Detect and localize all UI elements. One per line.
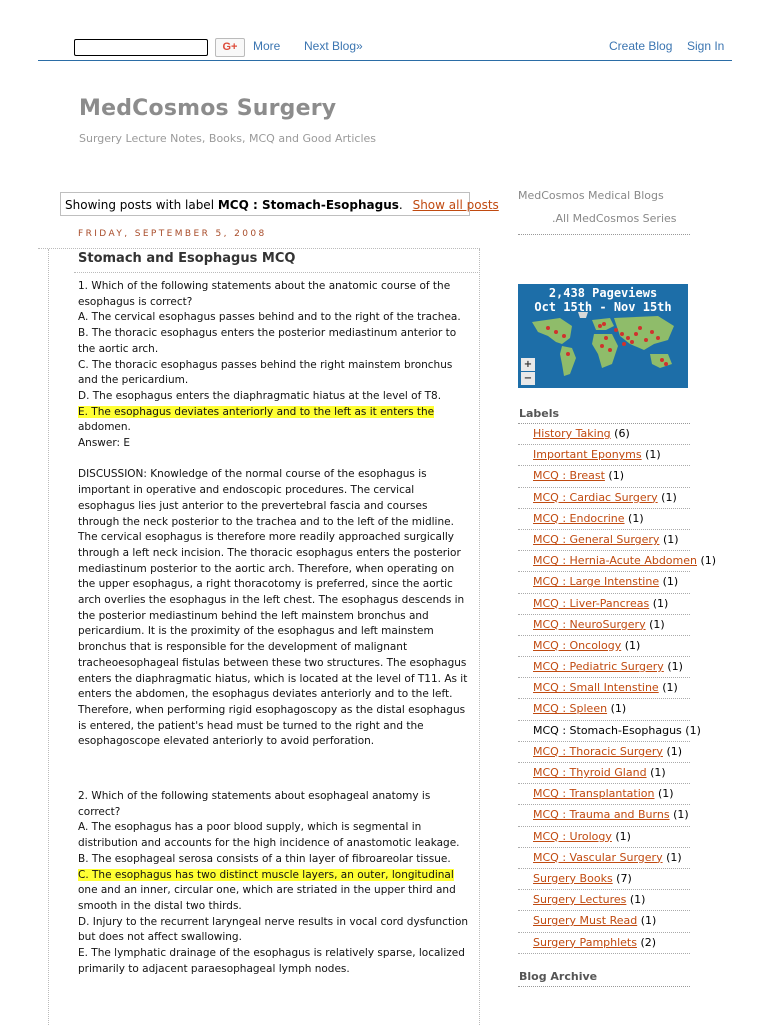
medcosmos-blogs-heading: MedCosmos Medical Blogs bbox=[518, 189, 664, 202]
label-link[interactable]: MCQ : Trauma and Burns bbox=[533, 808, 670, 822]
label-count: (1) bbox=[624, 638, 641, 652]
label-count: (1) bbox=[608, 469, 625, 483]
label-item[interactable] bbox=[518, 827, 690, 848]
all-series-link[interactable]: .All MedCosmos Series bbox=[552, 212, 677, 225]
label-link[interactable]: MCQ : Small Intenstine bbox=[533, 681, 659, 695]
label-link[interactable]: MCQ : Large Intenstine bbox=[533, 575, 660, 589]
label-item[interactable] bbox=[518, 424, 690, 445]
q1-option-c: C. The thoracic esophagus passes behind the right mainstem bronchus and the pericardium. bbox=[78, 358, 453, 387]
label-item[interactable] bbox=[518, 551, 717, 572]
label-link[interactable]: MCQ : Thoracic Surgery bbox=[533, 744, 663, 758]
label-count: (1) bbox=[629, 893, 646, 907]
label-item[interactable] bbox=[518, 933, 690, 954]
label-link[interactable]: MCQ : Cardiac Surgery bbox=[533, 490, 658, 504]
label-count: (1) bbox=[661, 490, 677, 504]
label-link[interactable]: MCQ : General Surgery bbox=[533, 532, 660, 546]
status-prefix: Showing posts with label bbox=[65, 198, 215, 212]
sign-in-link[interactable]: Sign In bbox=[687, 39, 725, 53]
q2-option-c-rest: one and an inner, circular one, which are striated in the upper third and smooth in the distal two thirds. bbox=[78, 884, 456, 912]
label-item bbox=[518, 721, 701, 742]
label-count: (1) bbox=[673, 808, 689, 822]
question-2 bbox=[78, 789, 470, 977]
blog-archive-heading: Blog Archive bbox=[519, 970, 598, 983]
post-title-divider bbox=[74, 272, 480, 273]
label-count: (1) bbox=[666, 744, 683, 758]
label-item[interactable] bbox=[518, 848, 690, 869]
pageviews-map-widget[interactable] bbox=[518, 284, 688, 388]
label-item[interactable] bbox=[518, 636, 690, 657]
label-link[interactable]: MCQ : Thyroid Gland bbox=[533, 766, 647, 779]
label-item[interactable] bbox=[518, 594, 690, 615]
label-count: (1) bbox=[662, 681, 678, 695]
label-count: (1) bbox=[662, 575, 679, 589]
label-link[interactable]: Surgery Lectures bbox=[533, 893, 627, 907]
q1-option-e-highlight: E. The esophagus deviates anteriorly and to the left as it enters the bbox=[78, 405, 435, 418]
label-status-message bbox=[60, 192, 499, 216]
label-link[interactable]: MCQ : Spleen bbox=[533, 702, 608, 716]
label-link[interactable]: MCQ : Pediatric Surgery bbox=[533, 660, 664, 674]
navbar-divider bbox=[38, 60, 732, 61]
label-link[interactable]: MCQ : Transplantation bbox=[533, 787, 655, 801]
status-label: MCQ : Stomach-Esophagus bbox=[217, 198, 399, 212]
next-blog-link[interactable]: Next Blog» bbox=[304, 39, 363, 53]
label-item[interactable] bbox=[518, 869, 690, 890]
label-item[interactable] bbox=[518, 678, 690, 699]
google-plus-button[interactable]: G+ bbox=[215, 38, 245, 57]
label-item[interactable] bbox=[518, 763, 690, 784]
label-count: (1) bbox=[640, 914, 657, 928]
more-link[interactable]: More bbox=[253, 39, 281, 53]
label-link[interactable]: MCQ : Endocrine bbox=[533, 511, 625, 525]
label-count: (1) bbox=[650, 766, 666, 779]
q1-option-e-rest: abdomen. bbox=[78, 421, 131, 434]
label-item[interactable] bbox=[518, 530, 690, 551]
q2-option-a: A. The esophagus has a poor blood supply, which is segmental in distribution and accounts for the high incidence of anastomotic leakage. bbox=[78, 821, 460, 850]
label-count: (1) bbox=[666, 850, 682, 864]
label-link[interactable]: MCQ : Breast bbox=[533, 469, 605, 483]
labels-list bbox=[518, 424, 717, 954]
question-1 bbox=[78, 279, 470, 750]
label-count: (1) bbox=[700, 554, 717, 568]
q1-option-a: A. The cervical esophagus passes behind and to the right of the trachea. bbox=[78, 311, 461, 324]
zoom-in-button[interactable]: + bbox=[521, 358, 535, 371]
label-link[interactable]: MCQ : Liver-Pancreas bbox=[533, 596, 650, 610]
label-link[interactable]: Important Eponyms bbox=[533, 448, 642, 462]
label-count: (1) bbox=[685, 723, 701, 737]
label-item[interactable] bbox=[518, 615, 690, 636]
label-item[interactable] bbox=[518, 509, 690, 530]
label-link[interactable]: Surgery Must Read bbox=[533, 914, 638, 928]
blog-title[interactable]: MedCosmos Surgery bbox=[79, 96, 337, 121]
post-title[interactable]: Stomach and Esophagus MCQ bbox=[78, 251, 296, 266]
label-count: (6) bbox=[614, 427, 630, 440]
show-all-posts-link[interactable]: Show all posts bbox=[412, 198, 499, 212]
label-link[interactable]: Surgery Books bbox=[533, 871, 613, 885]
labels-heading: Labels bbox=[519, 407, 560, 420]
create-blog-link[interactable]: Create Blog bbox=[609, 39, 673, 53]
blog-archive-divider bbox=[518, 986, 690, 987]
q2-option-c-highlight: C. The esophagus has two distinct muscle layers, an outer, longitudinal bbox=[78, 868, 454, 881]
q2-option-b: B. The esophageal serosa consists of a thin layer of fibroareolar tissue. bbox=[78, 852, 451, 865]
label-item[interactable] bbox=[518, 466, 690, 487]
label-item[interactable] bbox=[518, 805, 690, 826]
label-link[interactable]: MCQ : Urology bbox=[533, 829, 612, 843]
label-item[interactable] bbox=[518, 890, 690, 911]
label-item[interactable] bbox=[518, 445, 690, 466]
label-count: (1) bbox=[615, 829, 631, 843]
label-item[interactable] bbox=[518, 742, 690, 763]
label-item[interactable] bbox=[518, 699, 690, 720]
label-count: (1) bbox=[662, 532, 679, 546]
label-item[interactable] bbox=[518, 784, 690, 805]
q2-question: 2. Which of the following statements about esophageal anatomy is correct? bbox=[78, 790, 431, 818]
label-link[interactable]: MCQ : Vascular Surgery bbox=[533, 850, 663, 864]
pageviews-caption bbox=[518, 286, 688, 314]
label-count: (7) bbox=[616, 871, 632, 885]
q1-discussion: DISCUSSION: Knowledge of the normal course of the esophagus is important in operative and endoscopic procedures. The cervical esophagus lies just anterior to the prevertebral fascia and courses through the neck posterior to the trachea and to the left of the midline. The cervical esophagus is therefore more readily approached surgically through a left neck incision. The thoracic esophagus enters the posterior mediastinum posterior to the aortic arch. Therefore, when operating on the upper esophagus, a right thoracotomy is preferred, since the aortic arch overlies the esophagus in the left chest. The esophagus descends in the posterior mediastinum behind the left mainstem bronchus and pericardium. It is the proximity of the esophagus and left mainstem bronchus that is responsible for the development of malignant tracheoesophageal fistulas between these two structures. The esophagus enters the diaphragmatic hiatus, which is located at the level of T11. As it enters the abdomen, the esophagus deviates anteriorly and to the left. Therefore, when performing rigid esophagoscopy as the distal esophagus is entered, the patient's head must be turned to the right and the esophagoscope elevated anteriorly to avoid perforation. bbox=[78, 468, 468, 748]
q1-answer: Answer: E bbox=[78, 437, 130, 450]
label-link[interactable]: MCQ : Oncology bbox=[533, 638, 622, 652]
q1-question: 1. Which of the following statements about the anatomic course of the esophagus is correct? bbox=[78, 280, 451, 308]
q2-option-d: D. Injury to the recurrent laryngeal nerve results in vocal cord dysfunction but does not affect swallowing. bbox=[78, 915, 469, 944]
q1-option-d: D. The esophagus enters the diaphragmatic hiatus at the level of T8. bbox=[78, 389, 442, 402]
label-item[interactable] bbox=[518, 911, 690, 932]
blog-search-input[interactable] bbox=[74, 39, 208, 56]
zoom-out-button[interactable]: − bbox=[521, 372, 535, 385]
label-item[interactable] bbox=[518, 657, 690, 678]
status-suffix: . bbox=[398, 198, 403, 212]
q2-option-e: E. The lymphatic drainage of the esophagus is relatively sparse, localized primarily to adjacent paraesophageal lymph nodes. bbox=[78, 947, 465, 975]
label-count: (1) bbox=[610, 702, 627, 716]
pageviews-count: 2,438 Pageviews bbox=[548, 286, 658, 300]
blog-description: Surgery Lecture Notes, Books, MCQ and Good Articles bbox=[79, 132, 377, 145]
sidebar-divider bbox=[518, 234, 690, 235]
label-link[interactable]: History Taking bbox=[533, 427, 611, 440]
label-link: MCQ : Stomach-Esophagus bbox=[533, 723, 682, 737]
label-link[interactable]: Surgery Pamphlets bbox=[533, 935, 637, 949]
label-count: (1) bbox=[645, 448, 661, 462]
label-count: (1) bbox=[649, 617, 665, 631]
label-count: (1) bbox=[657, 787, 674, 801]
navbar bbox=[0, 0, 768, 62]
label-link[interactable]: MCQ : NeuroSurgery bbox=[533, 617, 646, 631]
label-count: (1) bbox=[628, 511, 644, 525]
label-count: (2) bbox=[640, 935, 657, 949]
label-count: (1) bbox=[652, 596, 669, 610]
label-item[interactable] bbox=[518, 572, 690, 593]
label-count: (1) bbox=[667, 660, 683, 674]
label-item[interactable] bbox=[518, 488, 690, 509]
label-link[interactable]: MCQ : Hernia-Acute Abdomen bbox=[533, 554, 697, 568]
post-date: FRIDAY, SEPTEMBER 5, 2008 bbox=[78, 229, 267, 239]
q1-option-b: B. The thoracic esophagus enters the posterior mediastinum anterior to the aortic arch. bbox=[78, 327, 457, 355]
pageviews-range: Oct 15th - Nov 15th bbox=[534, 300, 672, 314]
